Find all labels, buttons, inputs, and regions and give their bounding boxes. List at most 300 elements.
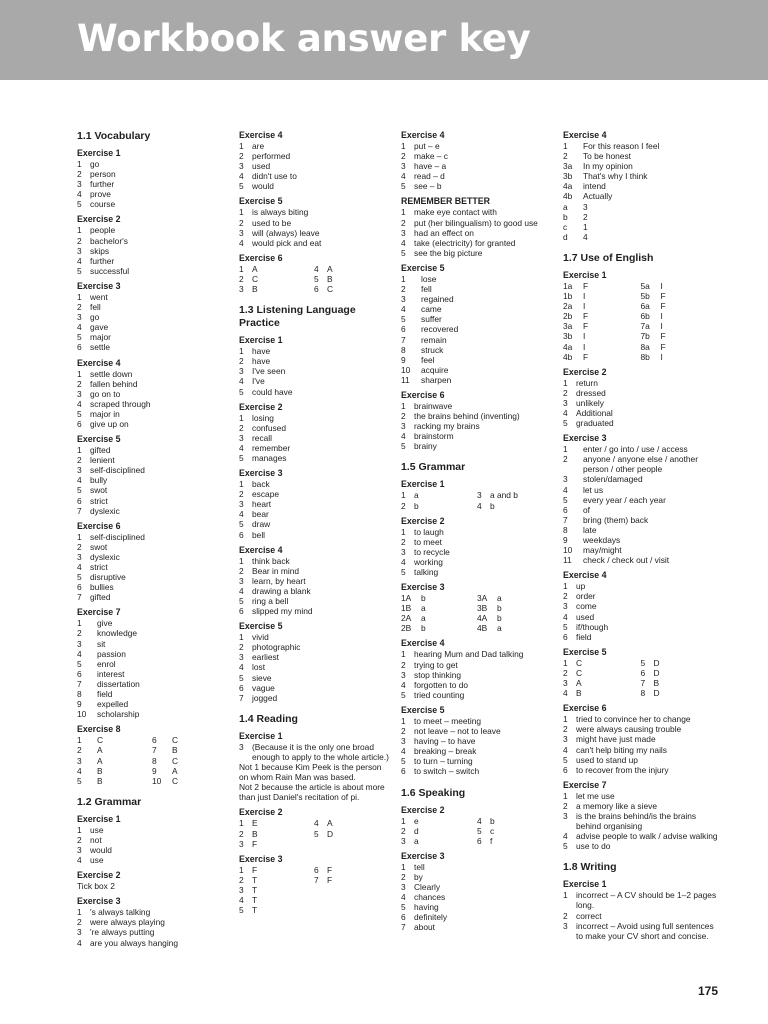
answer-number: 5 [563,494,568,505]
answer-text: trying to get [414,659,458,670]
answer-number: 4 [239,894,244,905]
answer-text: bullies [90,582,114,593]
answer-text: were always playing [90,917,165,928]
answer-number: 3a [563,321,573,332]
answer-text: F [583,311,589,322]
answer-item [314,274,389,284]
answer-text: give [97,618,113,629]
answer-number: 2 [239,151,244,162]
answer-item [401,501,477,511]
answer-item [401,238,553,248]
answer-number: 6 [239,606,244,617]
answer-number: 2 [77,455,82,466]
exercise-title: Exercise 1 [77,813,121,824]
answer-item [314,875,389,885]
answer-item [563,454,718,474]
answer-item [314,264,389,274]
answer-item [401,872,553,882]
answer-item [563,765,718,775]
answer-number: 1 [239,412,244,423]
answer-list [563,444,718,565]
answer-text: manages [252,452,287,463]
answer-number: 5 [401,181,406,192]
answer-text: to meet – meeting [414,715,482,726]
answer-number: 1 [563,581,568,592]
section-title: 1.5 Grammar [401,461,466,474]
answer-number: 1 [77,531,82,542]
answer-list [77,618,227,719]
answer-item [77,369,227,379]
answer-number: 3 [563,734,568,745]
answer-item [563,171,718,181]
answer-text: remember [252,442,291,453]
answer-item [152,745,227,755]
answer-number: d [563,231,568,242]
answer-number: 3 [239,161,244,172]
answer-item [401,746,553,756]
answer-text: C [97,735,104,746]
answer-number: 8b [640,351,650,362]
answer-item [77,532,227,542]
answer-number: 2 [239,489,244,500]
answer-text: enter / go into / use / access [583,444,688,455]
answer-item [77,379,227,389]
answer-number: 3 [77,551,82,562]
answer-text: further [90,255,115,266]
section-title: 1.2 Grammar [77,795,142,808]
answer-item [239,905,314,915]
answer-number: 5 [77,199,82,210]
answer-text: ring a bell [252,596,289,606]
answer-number: 1 [77,159,82,169]
exercise-title: Exercise 3 [401,850,445,861]
answer-item [239,161,389,171]
answer-list [401,649,553,699]
answer-number: 1 [563,790,568,801]
answer-text: C [576,657,583,668]
answer-number: 3 [563,920,568,931]
answer-number: 4a [563,181,573,192]
answer-text: Tick box 2 [77,881,115,892]
answer-item [563,811,718,831]
answer-text: a [421,603,426,614]
answer-number: 8a [640,341,650,352]
answer-number: 5 [77,572,82,583]
answer-text: gave [90,322,109,333]
answer-text: would pick and eat [252,237,322,248]
answer-item [239,366,389,376]
answer-number: 3 [401,546,406,557]
answer-item [477,501,553,511]
exercise-title: Exercise 6 [77,520,121,531]
answer-item [477,593,553,603]
exercise-title: Exercise 2 [401,804,445,815]
answer-list [239,865,389,915]
answer-list [563,714,718,775]
answer-number: 3 [401,294,406,305]
answer-number: 4B [477,623,488,634]
answer-list [77,735,227,785]
answer-item [239,207,389,217]
exercise-title: Exercise 4 [239,130,283,140]
answer-number: 2 [401,151,406,162]
answer-text: used [576,611,595,622]
answer-number: 6 [77,582,82,593]
answer-list [77,225,227,275]
answer-text: bear [252,509,269,520]
answer-item [563,495,718,505]
answer-number: 3 [401,669,406,680]
answer-item [563,515,718,525]
answer-number: 3 [77,927,82,938]
answer-item [239,596,389,606]
answer-number: 4 [77,398,82,409]
answer-number: 5 [401,247,406,258]
answer-text: F [583,280,589,291]
answer-text: working [414,556,443,567]
answer-number: 7 [77,505,82,516]
answer-text: use [90,855,104,866]
exercise-title: Exercise 6 [401,389,445,400]
exercise-title: Exercise 3 [239,853,283,864]
answer-number: 5 [239,596,244,606]
answer-text: D [653,657,660,668]
answer-item [641,668,719,678]
answer-number: 4 [239,237,244,248]
answer-text: came [421,304,442,315]
answer-number: 7 [563,514,568,525]
answer-text: advise people to walk / advise walking [576,831,718,842]
answer-item [239,652,389,662]
exercise-title: Exercise 1 [77,148,121,158]
exercise-title: Exercise 5 [77,434,121,445]
answer-text: give up on [90,418,129,429]
answer-text: brainwave [414,400,453,411]
answer-list [401,593,553,633]
answer-text: are [252,141,265,151]
answer-number: 1b [563,291,573,302]
answer-item [563,212,718,222]
answer-text: earliest [252,652,279,663]
answer-number: 4 [401,237,406,248]
answer-text: order [576,591,596,602]
answer-list [239,413,389,463]
answer-item [77,639,227,649]
answer-item [641,301,719,311]
answer-item [641,291,719,301]
answer-list [239,742,389,803]
answer-number: 5 [477,825,482,836]
answer-text: would [90,844,112,855]
answer-text: dyslexic [90,505,120,516]
answer-text: hearing Mum and Dad talking [414,649,524,660]
answer-text: put – e [414,141,440,151]
answer-text: having [414,902,439,913]
answer-item [401,816,477,826]
answer-item [239,346,389,356]
answer-item [401,284,553,294]
answer-text: person [90,169,116,180]
answer-text: B [327,273,333,284]
answer-item [401,207,553,217]
answer-item [239,423,389,433]
exercise-title: Exercise 2 [77,870,121,881]
answer-number: 5 [401,902,406,913]
answer-number: 1B [401,603,412,614]
answer-item [239,865,314,875]
answer-item [563,281,641,291]
answer-item [239,530,389,540]
answer-item [77,582,227,592]
answer-text: d [414,825,419,836]
answer-item [477,623,553,633]
answer-item [563,232,718,242]
answer-text: F [660,291,666,302]
answer-number: 2 [563,800,568,811]
answer-item [401,314,553,324]
answer-text: swot [90,541,108,552]
answer-number: 7 [314,874,319,885]
answer-number: 4 [401,679,406,690]
answer-text: b [497,613,502,624]
exercise-title: Exercise 5 [239,621,283,632]
answer-item [563,755,718,765]
answer-list [401,862,553,933]
answer-column-2 [239,130,389,915]
answer-item [239,228,389,238]
answer-text: F [583,321,589,332]
answer-text: b [421,623,426,634]
answer-item [563,632,718,642]
answer-number: 2a [563,301,573,312]
answer-text: use [90,824,104,835]
exercise-title: Exercise 1 [239,730,283,741]
answer-list [239,346,389,396]
exercise-title: Exercise 2 [401,515,445,526]
answer-number: 6 [640,667,646,678]
answer-text: B [97,765,103,776]
answer-text: skips [90,245,110,256]
answer-number: 4 [314,263,319,274]
page-number: 175 [698,984,719,998]
answer-text: lost [252,662,266,673]
answer-text: tried to convince her to change [576,714,691,725]
answer-item [401,411,553,421]
answer-text: passion [97,648,126,659]
answer-text: go [90,312,100,323]
answer-item [239,479,389,489]
answer-item [239,376,389,386]
answer-number: 5 [77,658,82,669]
answer-text: see the big picture [414,247,483,258]
answer-number: 9 [401,354,406,365]
answer-column-1 [77,130,227,948]
exercise-title: Exercise 3 [77,896,121,907]
answer-number: 10 [77,709,87,720]
answer-item [641,311,719,321]
answer-item [563,408,718,418]
answer-number: 1 [77,735,82,746]
answer-text: C [327,284,334,295]
answer-text: would [252,181,274,192]
answer-item [239,218,389,228]
answer-text: might have just made [576,734,656,745]
answer-number: 3 [77,465,82,476]
answer-text: f [490,835,493,846]
answer-item [77,689,227,699]
answer-number: 3A [477,593,488,604]
answer-item [401,527,553,537]
answer-text: not leave – not to leave [414,726,501,737]
answer-item [77,246,227,256]
answer-number: 9 [77,699,82,710]
section-title: 1.3 Listening Language Practice [239,304,356,330]
answer-number: 6 [477,835,482,846]
answer-text: Clearly [414,881,441,892]
answer-item [401,716,553,726]
answer-item [401,141,553,151]
answer-number: 6a [640,301,650,312]
answer-number: 4 [239,171,244,182]
answer-item [563,388,718,398]
answer-item [401,680,553,690]
exercise-title: Exercise 5 [563,646,607,657]
answer-number: 2 [77,541,82,552]
exercise-title: Exercise 4 [401,130,445,140]
answer-item [563,181,718,191]
answer-number [314,905,327,915]
answer-text: make eye contact with [414,207,497,218]
answer-item [77,766,152,776]
answer-item [77,199,227,209]
answer-text: dressed [576,387,606,398]
answer-text: T [252,905,258,916]
answer-number: 1 [77,368,82,379]
answer-number: 3b [563,171,573,182]
answer-number: 1 [239,207,244,218]
answer-item [401,922,553,932]
answer-number: 4 [401,556,406,567]
exercise-title: Exercise 7 [563,779,607,790]
answer-number: 1 [77,225,82,236]
answer-text: a [421,613,426,624]
answer-number: 2 [77,302,82,313]
answer-text: stolen/damaged [583,474,643,485]
answer-number: 3 [563,474,568,485]
answer-item [563,601,718,611]
answer-text: Actually [583,191,613,202]
answer-text: F [583,351,589,362]
answer-item [77,332,227,342]
answer-number: 3 [77,245,82,256]
answer-item [77,709,227,719]
answer-text: B [97,775,103,786]
answer-item [563,724,718,734]
exercise-title: Exercise 6 [239,252,283,263]
answer-list [563,281,718,362]
answer-item [77,266,227,276]
answer-number: 2 [401,217,406,228]
section-title: 1.1 Vocabulary [77,130,151,142]
answer-number: 5 [314,828,319,839]
answer-number: 1 [77,445,82,456]
answer-item [77,679,227,689]
answer-text: up [576,581,586,592]
answer-number: 4 [77,562,82,572]
answer-number: 8 [563,524,568,535]
answer-list [563,791,718,852]
answer-text: racking my brains [414,421,480,432]
answer-item [77,322,227,332]
answer-item [239,413,389,423]
answer-number: 5 [239,905,244,916]
answer-list [563,658,718,698]
exercise-title: Exercise 6 [563,703,607,714]
answer-item [401,726,553,736]
answer-item [401,441,553,451]
answer-number: 10 [152,775,162,786]
answer-item [239,499,389,509]
answer-number: 5 [239,519,244,530]
answer-number: 4 [239,509,244,520]
answer-number: 5 [563,621,568,632]
answer-item [239,489,389,499]
answer-text: bully [90,475,108,486]
answer-item [401,756,553,766]
answer-text: come [576,601,597,612]
answer-text: definitely [414,912,448,923]
answer-text: to laugh [414,526,444,537]
answer-item [77,938,227,948]
answer-list [77,881,227,891]
answer-text: feel [421,354,435,365]
answer-text: I [660,321,663,332]
answer-number: 1 [77,907,82,918]
answer-text: further [90,179,115,190]
answer-number: 2 [239,565,244,576]
answer-item [401,151,553,161]
answer-item [563,151,718,161]
answer-text: B [252,284,258,295]
answer-number: 2 [563,151,568,162]
answer-item [563,801,718,811]
answer-number: 6 [563,504,568,515]
answer-text: not [90,834,102,845]
page-title: Workbook answer key [77,17,531,60]
answer-number: 5 [77,775,82,786]
answer-item [77,917,227,927]
exercise-title: Exercise 7 [77,607,121,618]
answer-text: interest [97,668,125,679]
answer-text: intend [583,181,606,192]
answer-item [77,735,152,745]
answer-number: 5 [401,689,406,700]
answer-item [563,141,718,151]
answer-text: to recycle [414,546,450,557]
answer-item [401,161,553,171]
answer-text: swot [90,485,108,496]
answer-text: correct [576,910,602,921]
answer-item [239,556,389,566]
answer-item [563,311,641,321]
answer-text: of [583,504,590,515]
answer-item [563,545,718,555]
answer-number: 2 [77,628,82,639]
answer-item [401,593,477,603]
answer-text: disruptive [90,572,126,583]
answer-text: sit [97,638,106,649]
answer-text: have – a [414,161,447,172]
